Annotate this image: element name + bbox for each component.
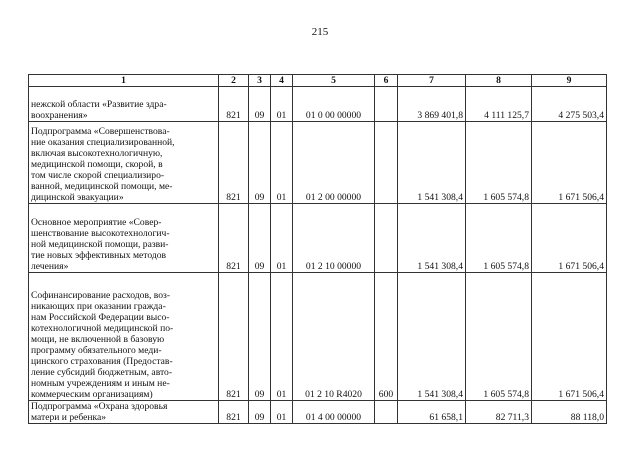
target-article-code: 01 2 10 00000 bbox=[293, 204, 375, 273]
table-row bbox=[29, 401, 607, 424]
amount-col7: 3 869 401,8 bbox=[398, 87, 466, 122]
column-header: 7 bbox=[398, 75, 466, 87]
column-header: 3 bbox=[249, 75, 271, 87]
ministry-code: 821 bbox=[219, 273, 249, 401]
column-header: 1 bbox=[29, 75, 219, 87]
row-name: Софинансирование расходов, воз- никающих при оказании гражда- нам Российской Федерации высо- котехнологичной медицинской по- мощи, не включенной в базовую программу обязательного меди- цинского страхования (Предостав- ление субсидий бюджетным, авто- номным учреждениям и иным не- коммерческим организациям) bbox=[29, 273, 219, 401]
amount-col8: 82 711,3 bbox=[466, 401, 532, 424]
amount-col9: 88 118,0 bbox=[532, 401, 607, 424]
subsection-code: 01 bbox=[271, 122, 293, 204]
row-name: Основное мероприятие «Совер- шенствование высокотехнологич- ной медицинской помощи, разви- тие новых эффективных методов лечения» bbox=[29, 204, 219, 273]
expense-type-code: 600 bbox=[375, 273, 398, 401]
page-number: 215 bbox=[311, 26, 329, 38]
amount-col7: 61 658,1 bbox=[398, 401, 466, 424]
subsection-code: 01 bbox=[271, 273, 293, 401]
amount-col9: 1 671 506,4 bbox=[532, 204, 607, 273]
table-row bbox=[29, 204, 607, 273]
amount-col8: 1 605 574,8 bbox=[466, 273, 532, 401]
amount-col7: 1 541 308,4 bbox=[398, 204, 466, 273]
target-article-code: 01 0 00 00000 bbox=[293, 87, 375, 122]
row-name: нежской области «Развитие здра- воохранения» bbox=[29, 87, 219, 122]
column-header: 5 bbox=[293, 75, 375, 87]
expense-type-code bbox=[375, 122, 398, 204]
ministry-code: 821 bbox=[219, 122, 249, 204]
amount-col9: 4 275 503,4 bbox=[532, 87, 607, 122]
expense-type-code bbox=[375, 401, 398, 424]
target-article-code: 01 2 00 00000 bbox=[293, 122, 375, 204]
section-code: 09 bbox=[249, 401, 271, 424]
table-row bbox=[29, 87, 607, 122]
amount-col8: 1 605 574,8 bbox=[466, 204, 532, 273]
subsection-code: 01 bbox=[271, 87, 293, 122]
row-name: Подпрограмма «Совершенствова- ние оказания специализированной, включая высокотехнологичную, медицинской помощи, скорой, в том числе скорой специализиро- ванной, медицинской помощи, ме- дицинской эвакуации» bbox=[29, 122, 219, 204]
expense-type-code bbox=[375, 87, 398, 122]
section-code: 09 bbox=[249, 87, 271, 122]
column-header: 4 bbox=[271, 75, 293, 87]
amount-col9: 1 671 506,4 bbox=[532, 273, 607, 401]
ministry-code: 821 bbox=[219, 87, 249, 122]
amount-col8: 1 605 574,8 bbox=[466, 122, 532, 204]
section-code: 09 bbox=[249, 122, 271, 204]
subsection-code: 01 bbox=[271, 401, 293, 424]
table-header-row bbox=[29, 75, 607, 87]
column-header: 8 bbox=[466, 75, 532, 87]
amount-col7: 1 541 308,4 bbox=[398, 273, 466, 401]
amount-col9: 1 671 506,4 bbox=[532, 122, 607, 204]
table-row bbox=[29, 273, 607, 401]
table-row bbox=[29, 122, 607, 204]
amount-col7: 1 541 308,4 bbox=[398, 122, 466, 204]
section-code: 09 bbox=[249, 273, 271, 401]
ministry-code: 821 bbox=[219, 204, 249, 273]
ministry-code: 821 bbox=[219, 401, 249, 424]
target-article-code: 01 2 10 R4020 bbox=[293, 273, 375, 401]
column-header: 2 bbox=[219, 75, 249, 87]
section-code: 09 bbox=[249, 204, 271, 273]
column-header: 9 bbox=[532, 75, 607, 87]
column-header: 6 bbox=[375, 75, 398, 87]
row-name: Подпрограмма «Охрана здоровья матери и ребенка» bbox=[29, 401, 219, 424]
expense-type-code bbox=[375, 204, 398, 273]
amount-col8: 4 111 125,7 bbox=[466, 87, 532, 122]
budget-table bbox=[28, 74, 607, 424]
target-article-code: 01 4 00 00000 bbox=[293, 401, 375, 424]
subsection-code: 01 bbox=[271, 204, 293, 273]
